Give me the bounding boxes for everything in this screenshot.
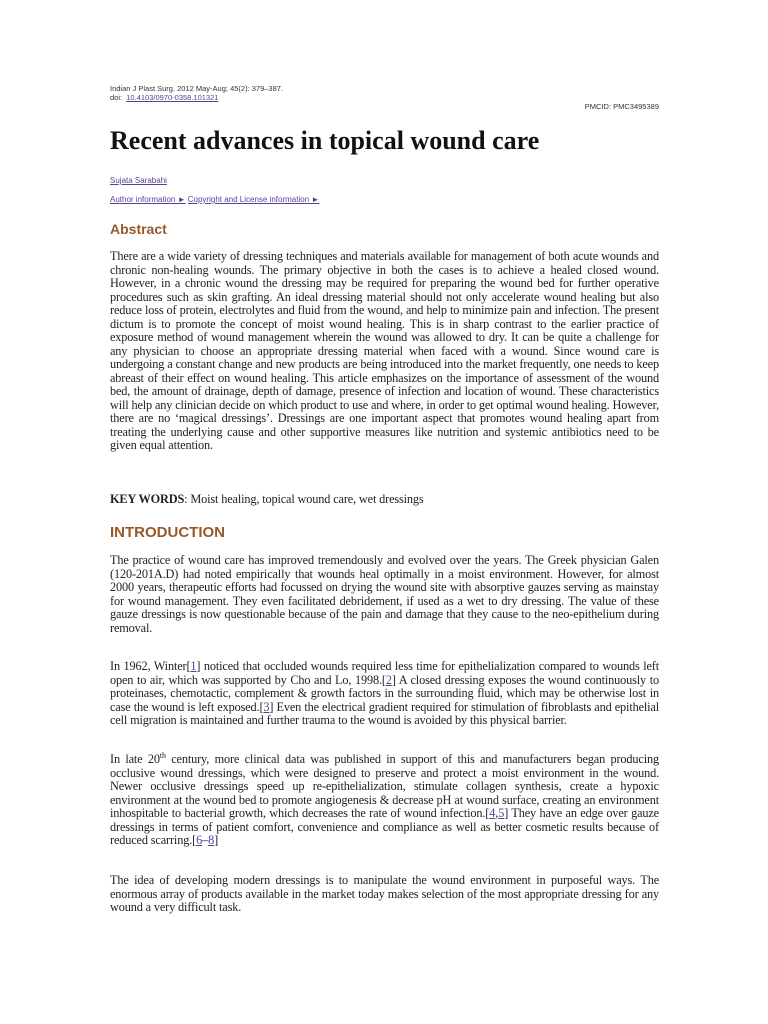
pmcid: PMCID: PMC3495389 (584, 102, 659, 111)
reference-link-4[interactable]: 4 (489, 806, 496, 820)
abstract-text: There are a wide variety of dressing techniques and materials available for management of both acute wounds and chronic non-healing wounds. The primary objective in both the cases is to achieve a healed closed wound. However, in a chronic wound the dressing may be required for preparing the wound bed for further operative procedures such as skin grafting. An ideal dressing material should not only accelerate wound healing but also reduce loss of protein, electrolytes and fluid from the wound, and help to minimize pain and infection. The present dictum is to promote the concept of moist wound healing. This is in sharp contrast to the earlier practice of exposure method of wound management wherein the wound was allowed to dry. It can be quite a challenge for any physician to choose an appropriate dressing material when faced with a wound. Since wound care is undergoing a constant change and new products are being introduced into the market frequently, one needs to keep abreast of their effect on wound healing. This article emphasizes on the importance of assessment of the wound bed, the amount of drainage, depth of damage, presence of infection and location of wound. These characteristics will help any clinician decide on which product to use and where, in order to get optimal wound healing. However, there are no ‘magical dressings’. Dressings are one important aspect that promotes wound healing apart from treating the underlying cause and other supportive measures like nutrition and systemic antibiotics need to be given equal attention. (110, 249, 659, 452)
text-span: – (202, 833, 209, 847)
introduction-heading: INTRODUCTION (110, 524, 225, 541)
text-span: In 1962, Winter[ (110, 659, 191, 673)
journal-citation: Indian J Plast Surg. 2012 May-Aug; 45(2): 379–387. (110, 84, 284, 93)
reference-link-6[interactable]: 6 (196, 833, 203, 847)
keywords-text: : Moist healing, topical wound care, wet dressings (184, 492, 424, 506)
reference-link-1[interactable]: 1 (190, 659, 197, 673)
info-links (110, 195, 319, 204)
doi-link[interactable]: 10.4103/0970-0358.101321 (126, 93, 219, 102)
doi-label: doi: (110, 93, 123, 102)
intro-paragraph-1: The practice of wound care has improved tremendously and evolved over the years. The Greek physician Galen (120-201A.D) had noted empirically that wounds heal optimally in a moist environment. However, for almost 2000 years, therapeutic efforts had focussed on drying the wound site with absorptive gauzes serving as mainstay for wound management. They even facilitated debridement, if used as a wet to dry dressing. The value of these gauze dressings is now questionable because of the pain and damage that they cause to the neo-epithelium during removal. (110, 553, 659, 635)
abstract-heading: Abstract (110, 221, 167, 237)
text-span: century, more clinical data was published in support of this and manufacturers began producing occlusive wound dressings, which were designed to preserve and protect a moist environment in the wound. Newer occlusive dressings speed up re-epithelialization, stimulate collagen synthesis, create a hypoxic environment at the wound bed to promote angiogenesis & decrease pH at wound surface, creating an environment inhospitable to bacterial growth, which decreases the rate of wound infection.[ (110, 752, 659, 820)
intro-paragraph-4: The idea of developing modern dressings is to manipulate the wound environment in purposeful ways. The enormous array of products available in the market today makes selection of the most appropriate dressing for any wound a very difficult task. (110, 873, 659, 914)
keywords-label: KEY WORDS (110, 492, 185, 506)
author-link[interactable]: Sujata Sarabahi (110, 176, 167, 185)
reference-link-2[interactable]: 2 (385, 672, 392, 687)
intro-paragraph-3 (110, 750, 659, 848)
reference-link-5[interactable]: 5 (498, 806, 505, 820)
keywords (110, 493, 659, 507)
reference-link-3[interactable]: 3 (263, 699, 270, 714)
text-span: , (495, 806, 499, 820)
text-span: ] noticed that occluded wounds required less time for epithelialization compared to wounds left open to air, which was supported by Cho and Lo, 1998.[ (110, 659, 659, 687)
copyright-license-link[interactable]: Copyright and License information ► (187, 195, 320, 204)
reference-link-8[interactable]: 8 (208, 833, 215, 847)
superscript: th (159, 750, 166, 760)
doi-line (110, 93, 218, 102)
text-span: ] They have an edge over gauze dressings in terms of patient comfort, convenience and compliance as well as better cosmetic results because of reduced scarring.[ (110, 806, 659, 847)
author-information-link[interactable]: Author information ► (110, 195, 186, 204)
article-title: Recent advances in topical wound care (110, 126, 540, 155)
text-span: ] A closed dressing exposes the wound continuously to proteinases, chemotactic, complement & growth factors in the surrounding fluid, which may be otherwise lost in case the wound is left exposed.[ (110, 672, 659, 714)
text-span: In late 20 (110, 752, 160, 766)
text-span: ] (214, 833, 219, 847)
intro-paragraph-2 (110, 660, 659, 728)
text-span: ] Even the electrical gradient required for stimulation of fibroblasts and epithelial cell migration is maintained and further trauma to the wound is avoided by this physical barrier. (110, 699, 660, 727)
